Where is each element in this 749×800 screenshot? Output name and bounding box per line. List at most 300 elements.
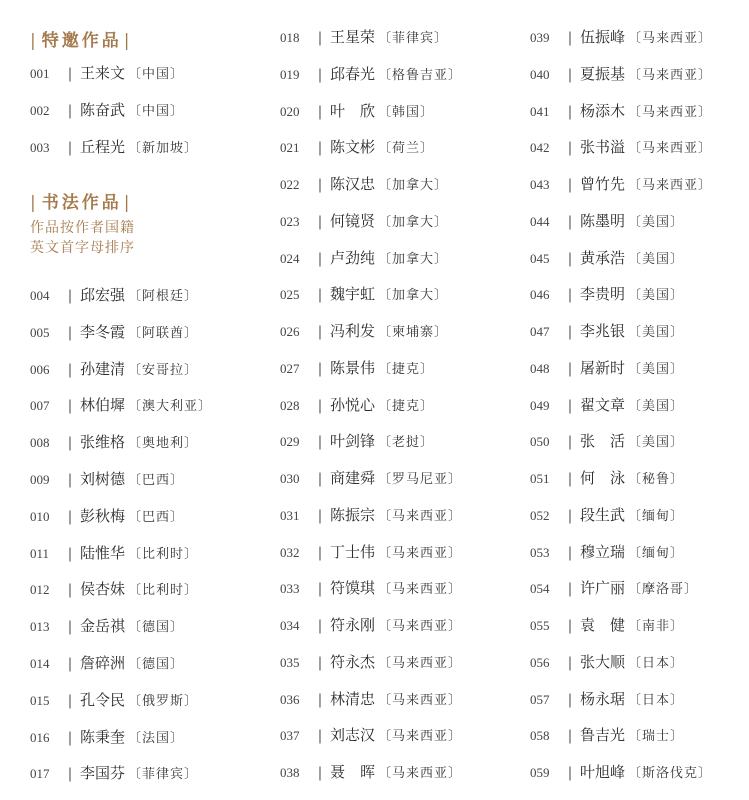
entry-country: 〔中国〕 (128, 104, 185, 119)
heading-bar-right: | (123, 193, 130, 213)
entry-separator: | (67, 103, 73, 119)
entry-separator: | (567, 765, 573, 781)
entry-separator: | (67, 140, 73, 156)
entry-separator: | (67, 288, 73, 304)
entry-row (280, 282, 448, 306)
entry-separator: | (567, 140, 573, 157)
entry-separator: | (317, 30, 323, 46)
entry-country: 〔中国〕 (128, 67, 185, 82)
entry-row (280, 503, 462, 527)
entry-name: 张 活 (580, 432, 626, 451)
entry-number: 047 (530, 324, 550, 339)
entry-number: 043 (530, 177, 550, 192)
entry-number: 033 (280, 581, 300, 597)
entry-separator: | (67, 582, 73, 599)
entry-name: 何 泳 (580, 469, 626, 487)
entry-separator: | (317, 177, 323, 193)
entry-country: 〔摩洛哥〕 (628, 582, 699, 598)
entry-name: 冯利发 (330, 322, 376, 340)
entry-country: 〔美国〕 (628, 361, 685, 377)
entry-country: 〔马来西亚〕 (378, 545, 463, 561)
entry-row (530, 393, 684, 417)
entry-country: 〔加拿大〕 (378, 214, 449, 230)
entry-name: 翟文章 (580, 395, 626, 414)
entry-country: 〔巴西〕 (128, 473, 185, 488)
entry-number: 031 (280, 507, 300, 523)
entry-row (30, 357, 198, 381)
entry-row (280, 246, 448, 270)
entry-name: 林伯墀 (80, 396, 126, 415)
entry-country: 〔瑞士〕 (628, 729, 685, 745)
entry-row (530, 760, 712, 784)
entry-row (530, 25, 712, 49)
entry-number: 039 (530, 30, 550, 45)
entry-number: 011 (30, 545, 50, 561)
entry-country: 〔格鲁吉亚〕 (378, 67, 463, 83)
heading-bar-left: | (30, 31, 36, 51)
entry-separator: | (317, 728, 323, 745)
entry-country: 〔老挝〕 (378, 435, 435, 451)
entry-separator: | (317, 360, 323, 377)
entry-number: 017 (30, 766, 50, 782)
entry-country: 〔荷兰〕 (378, 141, 435, 157)
entry-name: 刘树德 (80, 470, 126, 488)
entry-name: 邱春光 (330, 64, 376, 83)
entry-number: 045 (530, 250, 550, 266)
entry-country: 〔德国〕 (128, 620, 185, 636)
heading-bar-left: | (30, 193, 36, 213)
entry-country: 〔捷克〕 (378, 361, 435, 377)
entry-row (530, 209, 684, 233)
entry-number: 030 (280, 471, 300, 486)
entry-name: 许广丽 (580, 579, 626, 598)
entry-separator: | (317, 691, 323, 708)
entry-name: 林清忠 (330, 689, 376, 708)
entry-number: 012 (30, 582, 50, 598)
entry-country: 〔缅甸〕 (628, 508, 685, 524)
entry-separator: | (567, 250, 573, 267)
entry-separator: | (67, 435, 73, 452)
entry-separator: | (567, 103, 573, 120)
entry-number: 027 (280, 360, 300, 376)
entry-country: 〔马来西亚〕 (378, 655, 463, 671)
entry-number: 006 (30, 361, 50, 377)
entry-separator: | (567, 177, 573, 193)
sort-note-line2: 英文首字母排序 (30, 240, 135, 256)
entry-separator: | (317, 544, 323, 561)
entry-separator: | (567, 360, 573, 377)
entry-separator: | (317, 324, 323, 340)
entry-row (530, 172, 712, 196)
entry-number: 023 (280, 213, 300, 229)
entry-name: 段生武 (580, 505, 626, 524)
entry-name: 孙建清 (80, 359, 126, 378)
entry-row (30, 320, 198, 344)
entry-country: 〔加拿大〕 (378, 288, 449, 304)
calligraphy-works-title: 书法作品 (41, 193, 122, 213)
special-works-title: 特邀作品 (41, 31, 122, 51)
entry-name: 杨永琚 (580, 689, 626, 708)
entry-separator: | (67, 398, 73, 415)
entry-number: 055 (530, 618, 550, 633)
entry-name: 魏宇虹 (330, 285, 376, 304)
entry-number: 001 (30, 66, 50, 81)
entry-number: 046 (530, 287, 550, 303)
entry-row (280, 172, 448, 196)
entry-number: 059 (530, 765, 550, 780)
entry-name: 彭秋梅 (80, 506, 126, 525)
entry-row (30, 61, 184, 85)
entry-row (530, 576, 698, 600)
entry-separator: | (567, 654, 573, 671)
entry-separator: | (67, 692, 73, 709)
entry-country: 〔马来西亚〕 (378, 766, 463, 781)
entry-row (280, 466, 462, 490)
entry-country: 〔马来西亚〕 (378, 508, 463, 524)
sort-note-line1: 作品按作者国籍 (30, 220, 135, 236)
entry-country: 〔马来西亚〕 (378, 582, 463, 598)
entry-number: 041 (530, 103, 550, 119)
entry-row (280, 687, 462, 711)
entry-number: 029 (280, 434, 300, 450)
entry-separator: | (317, 581, 323, 598)
entry-row (280, 576, 462, 600)
entry-country: 〔阿根廷〕 (128, 289, 199, 304)
entry-row (30, 614, 184, 638)
entry-row (530, 723, 684, 747)
entry-row (280, 723, 462, 747)
entry-row (30, 651, 184, 675)
entry-separator: | (567, 581, 573, 598)
entry-number: 025 (280, 287, 300, 303)
entry-separator: | (317, 287, 323, 304)
entry-name: 陈墨明 (580, 211, 626, 230)
entry-separator: | (567, 287, 573, 304)
entry-row (530, 650, 684, 674)
entry-number: 007 (30, 398, 50, 414)
entry-row (530, 613, 684, 637)
entry-number: 005 (30, 324, 50, 340)
entry-country: 〔罗马尼亚〕 (378, 472, 463, 487)
entry-name: 李贵明 (580, 285, 626, 304)
entry-country: 〔安哥拉〕 (128, 362, 199, 378)
entry-separator: | (67, 656, 73, 672)
entry-name: 张大顺 (580, 652, 626, 671)
entry-number: 054 (530, 581, 550, 597)
special-works-heading (30, 26, 129, 51)
entry-country: 〔马来西亚〕 (628, 141, 713, 157)
entry-row (30, 467, 184, 491)
entry-country: 〔澳大利亚〕 (128, 399, 213, 415)
entry-number: 042 (530, 140, 550, 156)
entry-country: 〔马来西亚〕 (378, 619, 463, 634)
entry-separator: | (67, 324, 73, 341)
entry-row (530, 687, 684, 711)
entry-name: 陆惟华 (80, 543, 126, 562)
entry-separator: | (317, 434, 323, 451)
entry-separator: | (317, 103, 323, 120)
entry-number: 019 (280, 66, 300, 82)
entry-country: 〔斯洛伐克〕 (628, 766, 713, 781)
entry-number: 028 (280, 397, 300, 413)
entry-name: 陈文彬 (330, 138, 376, 157)
entry-name: 叶 欣 (330, 101, 376, 120)
entry-name: 符永刚 (330, 616, 376, 634)
entry-row (280, 25, 448, 49)
calligraphy-works-heading (30, 188, 129, 213)
entry-country: 〔美国〕 (628, 398, 685, 414)
entry-number: 018 (280, 30, 300, 45)
entry-separator: | (317, 618, 323, 634)
entry-name: 陈奋武 (80, 101, 126, 119)
entry-row (530, 62, 712, 86)
entry-row (280, 135, 434, 159)
entry-name: 黄承浩 (580, 248, 626, 267)
entry-number: 024 (280, 250, 300, 266)
entry-name: 李兆银 (580, 322, 626, 340)
entry-name: 金岳祺 (80, 617, 126, 636)
entry-row (530, 135, 712, 159)
entry-name: 曾竹先 (580, 175, 626, 193)
entry-name: 何镜贤 (330, 211, 376, 230)
heading-bar-right: | (123, 31, 130, 51)
entry-separator: | (567, 544, 573, 561)
entry-name: 孔令民 (80, 690, 126, 709)
entry-country: 〔俄罗斯〕 (128, 693, 199, 709)
entry-row (280, 393, 434, 417)
entry-number: 026 (280, 324, 300, 339)
entry-separator: | (317, 66, 323, 83)
entry-country: 〔美国〕 (628, 435, 685, 451)
entry-row (30, 393, 212, 417)
entry-row (30, 577, 198, 601)
entry-number: 014 (30, 656, 50, 671)
entry-name: 卢劲纯 (330, 248, 376, 267)
entry-separator: | (567, 213, 573, 230)
entry-number: 058 (530, 728, 550, 744)
entry-name: 商建舜 (330, 469, 376, 487)
entry-number: 013 (30, 619, 50, 635)
entry-row (30, 688, 198, 712)
entry-separator: | (317, 507, 323, 524)
entry-number: 051 (530, 471, 550, 486)
entry-row (530, 319, 684, 343)
entry-separator: | (567, 397, 573, 414)
entry-row (30, 725, 184, 749)
entry-country: 〔韩国〕 (378, 104, 435, 120)
entry-country: 〔马来西亚〕 (628, 104, 713, 120)
entry-name: 陈汉忠 (330, 175, 376, 193)
entry-number: 032 (280, 544, 300, 560)
entry-separator: | (567, 30, 573, 46)
entry-country: 〔捷克〕 (378, 398, 435, 414)
entry-number: 052 (530, 507, 550, 523)
entry-separator: | (317, 250, 323, 267)
entry-row (280, 650, 462, 674)
entry-country: 〔马来西亚〕 (378, 692, 463, 708)
entry-country: 〔美国〕 (628, 214, 685, 230)
entry-row (530, 466, 684, 490)
entry-name: 符馍琪 (330, 579, 376, 598)
entry-row (530, 282, 684, 306)
entry-number: 049 (530, 397, 550, 413)
entry-separator: | (567, 324, 573, 340)
entry-row (30, 504, 184, 528)
entry-number: 034 (280, 618, 300, 633)
entry-separator: | (317, 140, 323, 157)
entry-number: 053 (530, 544, 550, 560)
entry-name: 杨添木 (580, 101, 626, 120)
entry-row (280, 540, 462, 564)
entry-country: 〔新加坡〕 (128, 141, 199, 156)
entry-name: 伍振峰 (580, 28, 626, 46)
entry-name: 孙悦心 (330, 395, 376, 414)
entry-number: 050 (530, 434, 550, 450)
entry-separator: | (317, 397, 323, 414)
entry-separator: | (567, 728, 573, 745)
entry-separator: | (317, 654, 323, 671)
entry-name: 丘程光 (80, 138, 126, 156)
entry-separator: | (317, 213, 323, 230)
entry-name: 陈景伟 (330, 358, 376, 377)
entry-separator: | (67, 472, 73, 488)
entry-separator: | (567, 507, 573, 524)
entry-number: 015 (30, 692, 50, 708)
entry-row (280, 429, 434, 453)
entry-row (30, 283, 198, 307)
entry-number: 020 (280, 103, 300, 119)
entry-separator: | (567, 618, 573, 634)
entry-country: 〔缅甸〕 (628, 545, 685, 561)
entry-name: 穆立瑞 (580, 542, 626, 561)
entry-row (30, 430, 198, 454)
entry-row (530, 503, 684, 527)
entry-name: 王来文 (80, 64, 126, 82)
entry-separator: | (567, 471, 573, 487)
entry-number: 037 (280, 728, 300, 744)
entry-name: 王星荣 (330, 28, 376, 46)
entry-number: 016 (30, 729, 50, 745)
entry-name: 聂 晖 (330, 763, 376, 781)
entry-number: 021 (280, 140, 300, 156)
entry-row (280, 209, 448, 233)
entry-country: 〔比利时〕 (128, 583, 199, 599)
entry-country: 〔比利时〕 (128, 546, 199, 562)
entry-number: 044 (530, 213, 550, 229)
entry-name: 张维格 (80, 433, 126, 452)
entry-name: 叶剑锋 (330, 432, 376, 451)
entry-country: 〔加拿大〕 (378, 251, 449, 267)
entry-row (280, 62, 462, 86)
entry-country: 〔美国〕 (628, 325, 685, 340)
entry-name: 陈振宗 (330, 505, 376, 524)
entry-number: 003 (30, 140, 50, 155)
entry-name: 陈秉奎 (80, 727, 126, 746)
entry-number: 008 (30, 435, 50, 451)
entry-number: 040 (530, 66, 550, 82)
entry-row (30, 541, 198, 565)
entry-row (280, 319, 448, 343)
entry-name: 夏振基 (580, 64, 626, 83)
entry-country: 〔南非〕 (628, 619, 685, 634)
entry-name: 屠新时 (580, 358, 626, 377)
entry-row (280, 613, 462, 637)
entry-separator: | (67, 66, 73, 82)
entry-name: 张书溢 (580, 138, 626, 157)
entry-country: 〔阿联酋〕 (128, 325, 199, 341)
entry-separator: | (67, 766, 73, 783)
entry-name: 鲁吉光 (580, 726, 626, 745)
entry-separator: | (317, 765, 323, 781)
entry-separator: | (67, 619, 73, 636)
entry-number: 002 (30, 103, 50, 118)
entry-row (530, 99, 712, 123)
entry-row (280, 356, 434, 380)
entry-number: 022 (280, 177, 300, 192)
entry-country: 〔秘鲁〕 (628, 472, 685, 487)
entry-country: 〔美国〕 (628, 288, 685, 304)
entry-row (280, 760, 462, 784)
entry-separator: | (67, 508, 73, 525)
entry-row (530, 246, 684, 270)
entry-name: 李冬霞 (80, 322, 126, 341)
entry-separator: | (317, 471, 323, 487)
entry-number: 010 (30, 508, 50, 524)
entry-number: 036 (280, 691, 300, 707)
entry-name: 侯杏妹 (80, 580, 126, 599)
entry-name: 符永杰 (330, 652, 376, 671)
entry-name: 邱宏强 (80, 286, 126, 304)
entry-number: 048 (530, 360, 550, 376)
entry-row (280, 99, 434, 123)
entry-separator: | (567, 66, 573, 83)
entry-country: 〔日本〕 (628, 692, 685, 708)
entry-separator: | (567, 434, 573, 451)
entry-number: 035 (280, 654, 300, 670)
entry-country: 〔德国〕 (128, 657, 185, 672)
entry-country: 〔巴西〕 (128, 509, 185, 525)
entry-separator: | (67, 729, 73, 746)
entry-name: 袁 健 (580, 616, 626, 634)
entry-country: 〔马来西亚〕 (628, 31, 713, 46)
entry-row (530, 429, 684, 453)
entry-country: 〔柬埔寨〕 (378, 325, 449, 340)
entry-country: 〔奥地利〕 (128, 436, 199, 452)
entry-separator: | (67, 361, 73, 378)
entry-name: 叶旭峰 (580, 763, 626, 781)
entry-number: 057 (530, 691, 550, 707)
entry-country: 〔美国〕 (628, 251, 685, 267)
entry-country: 〔菲律宾〕 (378, 31, 449, 46)
entry-row (30, 135, 198, 159)
entry-country: 〔马来西亚〕 (628, 178, 713, 193)
entry-country: 〔马来西亚〕 (628, 67, 713, 83)
entry-separator: | (67, 545, 73, 562)
entry-country: 〔日本〕 (628, 655, 685, 671)
entry-number: 056 (530, 654, 550, 670)
entry-country: 〔菲律宾〕 (128, 767, 199, 783)
entry-country: 〔法国〕 (128, 730, 185, 746)
entry-number: 038 (280, 765, 300, 780)
entry-row (30, 98, 184, 122)
entry-separator: | (567, 691, 573, 708)
entry-name: 詹碎洲 (80, 654, 126, 672)
entry-country: 〔加拿大〕 (378, 178, 449, 193)
entry-name: 刘志汉 (330, 726, 376, 745)
entry-row (530, 540, 684, 564)
entry-row (530, 356, 684, 380)
entry-row (30, 761, 198, 785)
